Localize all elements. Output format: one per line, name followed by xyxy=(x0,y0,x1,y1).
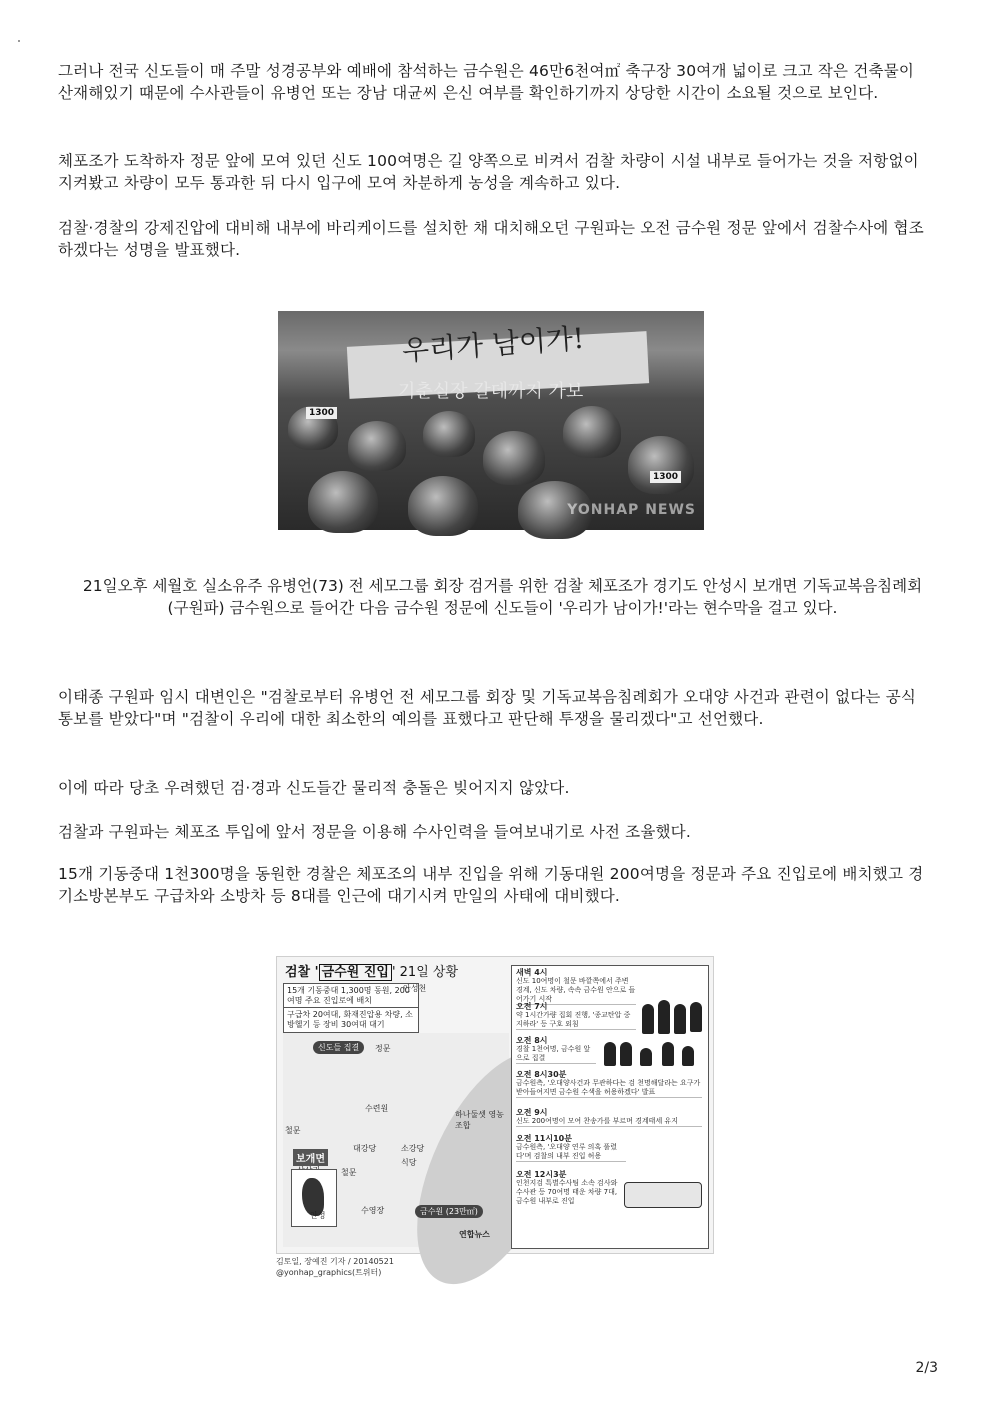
photo-caption: 21일오후 세월호 실소유주 유병언(73) 전 세모그룹 회장 검거를 위한 검찰 체포조가 경기도 안성시 보개면 기독교복음침례회(구원파) 금수원으로 들어간 다음 금수원 정문에 신도들이 '우리가 남이가!'라는 현수막을 걸고 있다. xyxy=(82,577,923,617)
event-timeline xyxy=(511,965,709,1249)
inset-label: 안성 xyxy=(310,1211,326,1220)
infographic-title-tag: 금수원 진입 xyxy=(319,964,392,981)
timeline-time: 새벽 4시 xyxy=(516,968,548,977)
people-silhouette xyxy=(642,1004,654,1034)
infographic-title-suffix: ' 21일 상황 xyxy=(391,965,459,980)
infographic-logo: 연합뉴스 xyxy=(459,1230,490,1239)
page-number: 2/3 xyxy=(915,1360,938,1376)
map-label-gathering: 신도들 집결 xyxy=(313,1041,364,1054)
people-silhouette xyxy=(620,1042,632,1066)
timeline-item xyxy=(516,1170,626,1206)
map-label-daegangdang: 대강당 xyxy=(353,1144,377,1153)
timeline-item xyxy=(516,1134,626,1162)
people-silhouette xyxy=(662,1042,674,1066)
map-label-suwondang: 수련원 xyxy=(365,1104,389,1113)
timeline-item xyxy=(516,1036,596,1064)
paragraph-3: 검찰·경찰의 강제진압에 대비해 내부에 바리케이드를 설치한 채 대치해오던 구원파는 오전 금수원 정문 앞에서 검찰수사에 협조하겠다는 성명을 발표했다. xyxy=(58,219,924,259)
people-silhouette xyxy=(640,1048,652,1066)
timeline-time: 오전 11시10분 xyxy=(516,1134,572,1143)
helmet xyxy=(308,471,378,533)
photo-watermark: YONHAP NEWS xyxy=(567,502,696,518)
timeline-text: 신도 10여명이 철문 바깥쪽에서 주변 경계, 신도 차량, 속속 금수원 안으로 들어가기 시작 xyxy=(516,977,636,1003)
map-label-bogaemyeon: 보개면 xyxy=(293,1149,328,1166)
timeline-text: 금수원측, '오대양 연루 의혹 풀렸다'며 검찰의 내부 진입 허용 xyxy=(516,1143,617,1160)
helmet xyxy=(423,411,475,457)
timeline-text: 인천지검 특별수사팀 소속 검사와 수사관 등 70여명 태운 차량 7대, 금수원 내부로 진입 xyxy=(516,1179,618,1205)
timeline-text: 금수원측, '오대양사건과 무관하다는 검 천명해달라는 요구가 받아들여지면 금수원 수색을 허용하겠다' 발표 xyxy=(516,1079,701,1096)
timeline-time: 오전 12시3분 xyxy=(516,1170,567,1179)
timeline-item xyxy=(516,1070,702,1098)
police-box: 15개 기동중대 1,300명 동원, 200여명 주요 진입로에 배치 xyxy=(283,983,419,1009)
infographic-credit xyxy=(276,1256,394,1278)
credit-line-1: 김토일, 장예진 기자 / 20140521 xyxy=(276,1257,394,1266)
paragraph-5: 이에 따라 당초 우려했던 검·경과 신도들간 물리적 충돌은 빚어지지 않았다. xyxy=(58,779,570,797)
helmet xyxy=(483,431,545,485)
timeline-item xyxy=(516,968,636,1005)
photo-banner-text: 우리가 남이가! xyxy=(400,321,586,368)
paragraph-1: 그러나 전국 신도들이 매 주말 성경공부와 예배에 참석하는 금수원은 46만6천여㎡ 축구장 30여개 넓이로 크고 작은 건축물이 산재해있기 때문에 수사관들이 유병언 또는 장남 대균씨 은신 여부를 확인하기까지 상당한 시간이 소요될 것으로 보인다. xyxy=(58,62,915,102)
people-silhouette xyxy=(658,1000,670,1034)
geumsuwon-name: 금수원 xyxy=(420,1207,444,1216)
map-label-geumsuwon xyxy=(415,1205,483,1218)
people-silhouette xyxy=(682,1046,694,1066)
paragraph-7: 15개 기동중대 1천300명을 동원한 경찰은 체포조의 내부 진입을 위해 기동대원 200여명을 정문과 주요 진입로에 배치했고 경기소방본부도 구급차와 소방차 등 8대를 인근에 대기시켜 만일의 사태에 대비했다. xyxy=(58,865,924,905)
korea-inset-map xyxy=(291,1169,337,1227)
helmet xyxy=(408,476,478,536)
photo-sub-text: 기춘실장 갈데까지 가보 xyxy=(398,381,584,402)
bus-icon xyxy=(624,1182,702,1208)
helmet xyxy=(628,436,694,494)
map-label-main-gate: 정문 xyxy=(375,1044,391,1053)
infographic-title-prefix: 검찰 ' xyxy=(285,965,319,980)
timeline-text: 경찰 1천여명, 금수원 앞으로 집결 xyxy=(516,1045,591,1062)
protest-photo xyxy=(278,311,704,530)
paragraph-2: 체포조가 도착하자 정문 앞에 모여 있던 신도 100여명은 길 양쪽으로 비켜서 검찰 차량이 시설 내부로 들어가는 것을 저항없이 지켜봤고 차량이 모두 통과한 뒤 다시 입구에 모여 차분하게 농성을 계속하고 있다. xyxy=(58,152,919,192)
scan-mark xyxy=(18,40,20,42)
credit-line-2: @yonhap_graphics(트위터) xyxy=(276,1268,382,1277)
map-label-anseongcheon: 안성천 xyxy=(403,984,427,993)
helmet xyxy=(563,406,621,458)
people-silhouette xyxy=(674,1004,686,1034)
map-label-cafeteria: 식당 xyxy=(401,1158,417,1167)
map-label-pool: 수영장 xyxy=(361,1206,385,1215)
timeline-time: 오전 8시30분 xyxy=(516,1070,567,1079)
timeline-text: 약 1시간가량 집회 진행, '종교탄압 중지하라' 등 구호 외침 xyxy=(516,1011,631,1028)
geumsuwon-area: (23만㎡) xyxy=(445,1207,478,1216)
people-silhouette xyxy=(690,1002,702,1032)
paragraph-4: 이태종 구원파 임시 대변인은 "검찰로부터 유병언 전 세모그룹 회장 및 기독교복음침례회가 오대양 사건과 관련이 없다는 공식 통보를 받았다"며 "검찰이 우리에 대한 최소한의 예의를 표했다고 판단해 투쟁을 물리겠다"고 선언했다. xyxy=(58,688,917,728)
map-label-iron-gate: 철문 xyxy=(285,1126,301,1135)
paragraph-6: 검찰과 구원파는 체포조 투입에 앞서 정문을 이용해 수사인력을 들여보내기로 사전 조율했다. xyxy=(58,823,691,841)
timeline-text: 신도 200여명이 모여 찬송가를 부르며 경계태세 유지 xyxy=(516,1117,678,1125)
helmet xyxy=(348,421,406,471)
infographic xyxy=(276,956,714,1254)
map-label-sogangdang: 소강당 xyxy=(401,1144,425,1153)
timeline-item xyxy=(516,1002,636,1030)
fire-box: 구급차 20여대, 화재진압용 차량, 소방헬기 등 장비 30여대 대기 xyxy=(283,1007,419,1033)
people-silhouette xyxy=(604,1042,616,1066)
helmet-badge: 1300 xyxy=(306,407,337,419)
timeline-item xyxy=(516,1108,702,1127)
infographic-title xyxy=(285,961,458,980)
map-label-iron-gate: 철문 xyxy=(341,1168,357,1177)
timeline-time: 오전 9시 xyxy=(516,1108,548,1117)
helmet-badge: 1300 xyxy=(650,471,681,483)
timeline-time: 오전 7시 xyxy=(516,1002,548,1011)
timeline-time: 오전 8시 xyxy=(516,1036,548,1045)
map-label-hanul: 하나둘셋 영농조합 xyxy=(455,1110,504,1130)
